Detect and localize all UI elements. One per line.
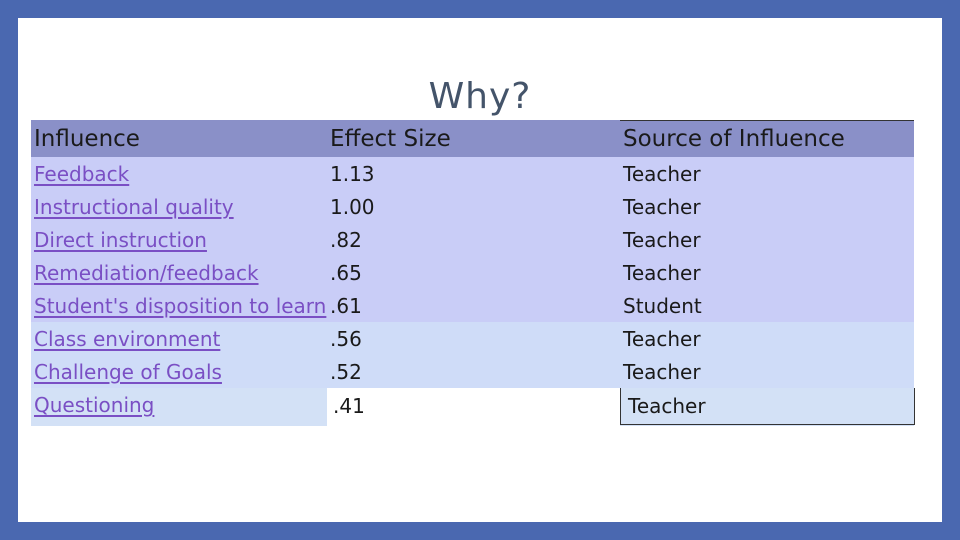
influence-link[interactable]: Class environment [34, 327, 221, 351]
effect-size-value: .56 [330, 327, 362, 351]
source-value: Teacher [623, 195, 701, 219]
effect-size-value: 1.13 [330, 162, 375, 186]
effect-size-value: .65 [330, 261, 362, 285]
header-influence: Influence [34, 126, 140, 152]
source-value: Student [623, 294, 702, 318]
source-value: Teacher [623, 261, 701, 285]
source-value: Teacher [623, 360, 701, 384]
influence-link[interactable]: Student's disposition to learn [34, 294, 327, 318]
header-source: Source of Influence [623, 126, 845, 152]
influence-link[interactable]: Direct instruction [34, 228, 207, 252]
effect-size-value: 1.00 [330, 195, 375, 219]
effect-size-value: .82 [330, 228, 362, 252]
source-value: Teacher [623, 327, 701, 351]
effect-size-value: .61 [330, 294, 362, 318]
header-top-border [620, 120, 914, 121]
table-body-band-3 [31, 388, 914, 426]
table-header-row [31, 120, 914, 157]
source-value: Teacher [623, 162, 701, 186]
influence-link[interactable]: Remediation/feedback [34, 261, 259, 285]
header-effect-size: Effect Size [330, 126, 451, 152]
influence-link[interactable]: Challenge of Goals [34, 360, 222, 384]
influence-link[interactable]: Questioning [34, 393, 155, 417]
effect-size-value: .41 [333, 394, 365, 418]
influence-link[interactable]: Instructional quality [34, 195, 234, 219]
source-value: Teacher [628, 394, 706, 418]
effect-size-value: .52 [330, 360, 362, 384]
effect-cell-blank-bg [327, 388, 620, 426]
slide-title: Why? [428, 76, 532, 117]
source-value: Teacher [623, 228, 701, 252]
influence-link[interactable]: Feedback [34, 162, 130, 186]
